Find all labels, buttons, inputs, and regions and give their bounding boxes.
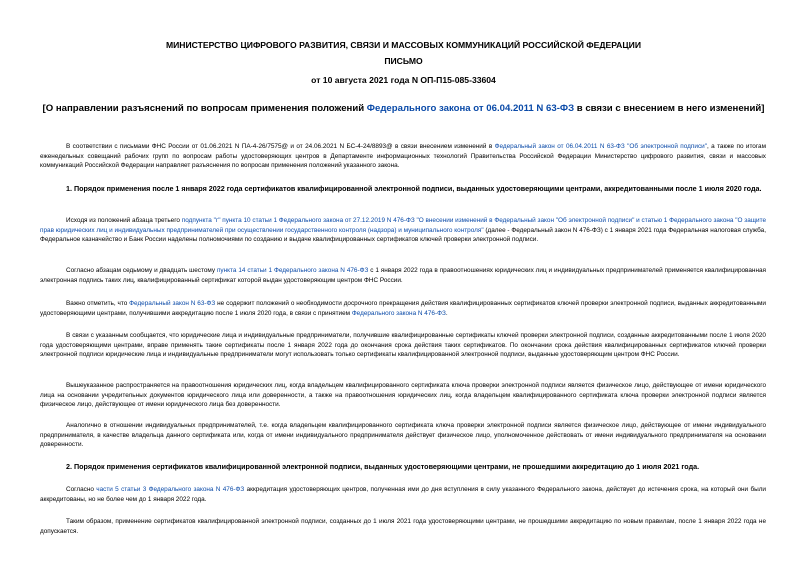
paragraph-7: Аналогично в отношении индивидуальных предпринимателей, т.е. когда владельцем квалифицированного сертификата ключа проверки электронной подписи является физическое лицо, действующее от имени индивидуального предпринимателя, в качестве владельца данного сертификата или, когда от имени индивидуального предпринимателя действует физическое лицо, уполномоченное действовать от имени индивидуального предпринимателя на основании доверенности. <box>40 422 766 449</box>
document-date-number: от 10 августа 2021 года N ОП-П15-085-33604 <box>311 75 496 85</box>
subject-text-start: [О направлении разъяснений по вопросам применения положений <box>42 103 367 114</box>
paragraph-3 <box>40 266 766 285</box>
text: аккредитация удостоверяющих центров, полученная ими до дня вступления в силу указанного Федерального закона, действует до истечения срока, на который они были аккредитованы, но не более чем до 1 января 2022 года. <box>40 486 767 503</box>
text: не содержит положений о необходимости досрочного прекращения действия квалифицированных сертификатов ключей проверки электронной подписи, выданных аккредитованными удостоверяющими центрами, получившими аккредитацию после 1 июля 2020 года, в связи с принятием <box>40 300 766 317</box>
document-subject <box>0 103 807 114</box>
law-link[interactable]: Федеральный закон от 06.04.2011 N 63-ФЗ "Об электронной подписи" <box>494 143 707 150</box>
law-link[interactable]: пункта 14 статьи 1 Федерального закона N 476-ФЗ <box>216 267 369 274</box>
paragraph-4 <box>40 299 766 318</box>
text: , а также по итогам еженедельных совещаний рабочих групп по вопросам работы удостоверяющих центров в Департаменте информационных технологий Правительства Российской Федерации Министерство цифрового развития, связи и массовых коммуникаций Российской Федерации направляет разъяснения по вопросам применения положений указанного закона. <box>40 143 767 170</box>
section-1-heading: 1. Порядок применения после 1 января 2022 года сертификатов квалифицированной электронной подписи, выданных удостоверяющими центрами, аккредитованными после 1 июля 2020 года. <box>66 184 762 193</box>
text: Согласно абзацам седьмому и двадцать шестому <box>66 267 217 274</box>
text: Исходя из положений абзаца третьего <box>66 217 182 224</box>
subject-law-link[interactable]: Федерального закона от 06.04.2011 N 63-ФЗ <box>366 103 575 114</box>
document-type: ПИСЬМО <box>384 56 423 66</box>
paragraph-5: В связи с указанным сообщается, что юридические лица и индивидуальные предприниматели, получившие квалифицированные сертификаты ключей проверки электронной подписи, созданные аккредитованными после 1 июля 2020 года удостоверяющими центрами, вправе применять такие сертификаты после 1 января 2022 года до окончания срока действия таких сертификатов. По окончании срока действия квалифицированных сертификатов ключей проверки электронной подписи юридические лица и индивидуальные предприниматели могут использовать только сертификаты квалифицированной электронной подписи, выданные удостоверяющим центром ФНС России. <box>40 332 766 359</box>
paragraph-8 <box>40 485 766 504</box>
ministry-title: МИНИСТЕРСТВО ЦИФРОВОГО РАЗВИТИЯ, СВЯЗИ И МАССОВЫХ КОММУНИКАЦИЙ РОССИЙСКОЙ ФЕДЕРАЦИИ <box>165 40 642 50</box>
text: В соответствии с письмами ФНС России от 01.06.2021 N ПА-4-26/7575@ и от 24.06.2021 N БС-4-24/8893@ в связи внесением изменений в <box>66 143 495 150</box>
law-link[interactable]: Федеральный закон N 63-ФЗ <box>129 300 216 307</box>
law-link[interactable]: части 5 статьи 3 Федерального закона N 476-ФЗ <box>96 486 245 493</box>
law-link[interactable]: Федерального закона N 476-ФЗ <box>351 309 446 317</box>
text: Важно отметить, что <box>66 300 130 307</box>
paragraph-2 <box>40 216 766 245</box>
subject-text-end: в связи с внесением в него изменений] <box>574 103 765 114</box>
text: с 1 января 2022 года в правоотношениях юридических лиц и индивидуальных предпринимателей применяется квалифицированная электронная подпись таких лиц, квалифицированный сертификат которой выдан удостоверяющим центром ФНС России. <box>40 267 766 284</box>
text: . <box>445 309 448 317</box>
paragraph-9: Таким образом, применение сертификатов квалифицированной электронной подписи, созданных до 1 июля 2021 года удостоверяющими центрами, не прошедшими аккредитацию по новым правилам, после 1 января 2022 года не допускается. <box>40 518 766 535</box>
section-2-heading: 2. Порядок применения сертификатов квалифицированной электронной подписи, выданных удостоверяющими центрами, не прошедшими аккредитацию до 1 июля 2021 года. <box>66 462 700 471</box>
paragraph-intro <box>40 142 766 171</box>
text: Согласно <box>66 486 97 493</box>
text: (далее - Федеральный закон N 476-ФЗ) с 1 января 2021 года Федеральная налоговая служба, Федеральное казначейство и Банк России наделены полномочиями по созданию и выдаче квалифицированных сертификатов ключей проверки электронной подписи. <box>40 226 766 244</box>
law-link[interactable]: подпункта "г" пункта 10 статьи 1 Федерального закона от 27.12.2019 N 476-ФЗ "О внесении изменений в Федеральный закон "Об электронной подписи" и статью 1 Федерального закона "О защите прав юридических лиц и индивидуальных предпринимателей при осуществлении государственного контроля (надзора) и муниципального контроля" <box>40 217 766 234</box>
paragraph-6: Вышеуказанное распространяется на правоотношения юридических лиц, когда владельцем квалифицированного сертификата ключа проверки электронной подписи является физическое лицо, действующее от имени юридического лица на основании учредительных документов юридического лица или доверенности, а также на правоотношения юридических лиц, когда владельцем квалифицированного сертификата ключа проверки электронной подписи является физическое лицо, действующее от имени юридического лица без доверенности. <box>40 382 766 409</box>
